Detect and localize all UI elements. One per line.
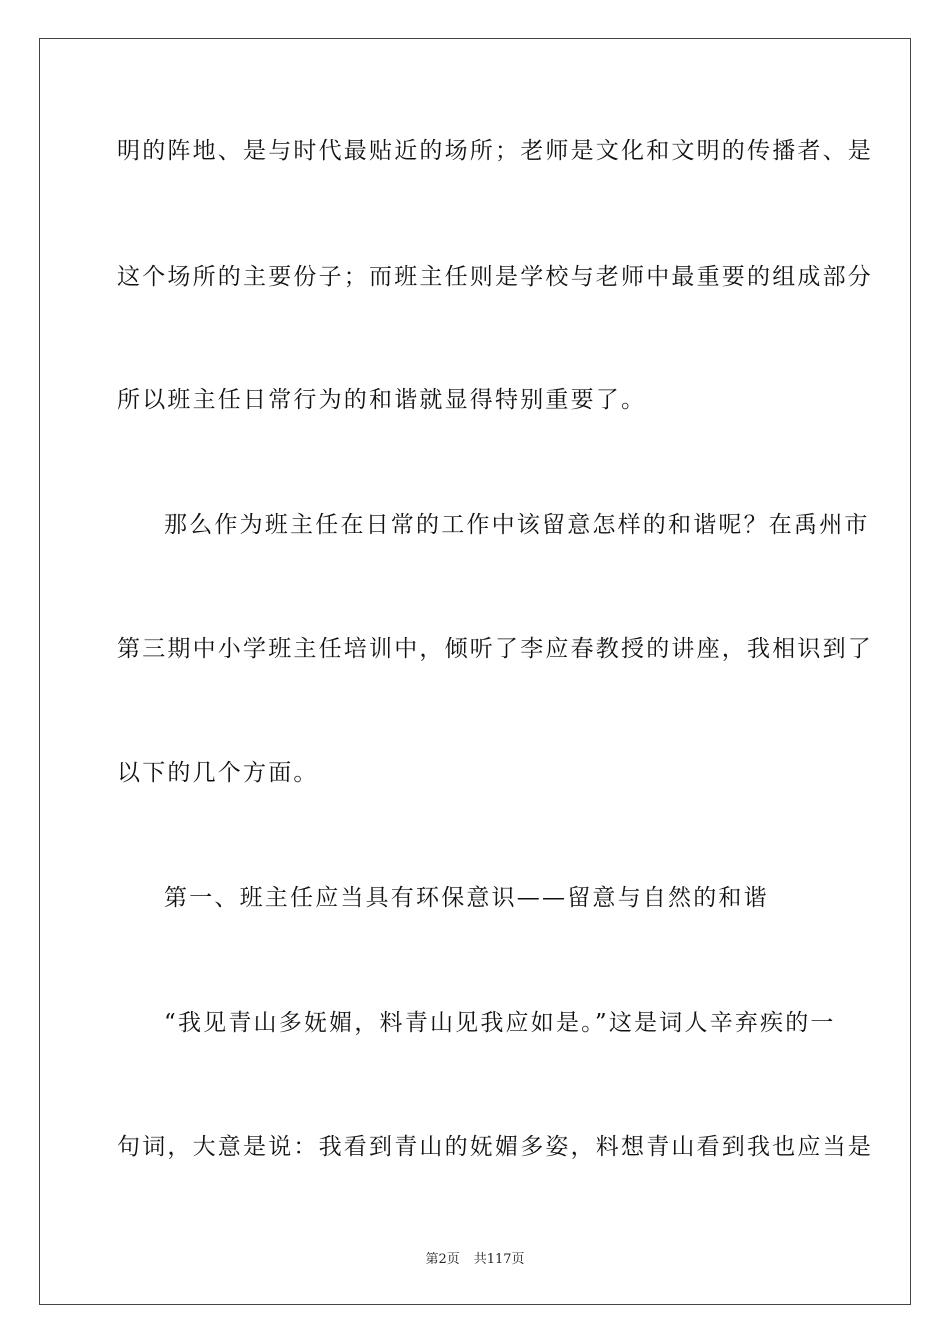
- page-total: 共117页: [473, 1252, 525, 1267]
- page-border: [39, 38, 911, 1305]
- paragraph-line: 那么作为班主任在日常的工作中该留意怎样的和谐呢？在禹州市: [164, 512, 870, 538]
- page-number: 第2页: [425, 1252, 460, 1267]
- paragraph-line: 所以班主任日常行为的和谐就显得特别重要了。: [117, 387, 647, 413]
- paragraph-line: 这个场所的主要份子；而班主任则是学校与老师中最重要的组成部分: [117, 264, 873, 290]
- page-footer: [0, 1248, 950, 1267]
- paragraph-line: “我见青山多妩媚，料青山见我应如是。”这是词人辛弃疾的一: [164, 1010, 836, 1036]
- paragraph-line: 句词，大意是说：我看到青山的妩媚多姿，料想青山看到我也应当是: [117, 1134, 873, 1160]
- paragraph-line: 明的阵地、是与时代最贴近的场所；老师是文化和文明的传播者、是: [117, 138, 873, 164]
- paragraph-line: 以下的几个方面。: [117, 760, 319, 786]
- paragraph-line: 第三期中小学班主任培训中，倾听了李应春教授的讲座，我相识到了: [117, 636, 873, 662]
- section-heading: 第一、班主任应当具有环保意识——留意与自然的和谐: [164, 885, 769, 911]
